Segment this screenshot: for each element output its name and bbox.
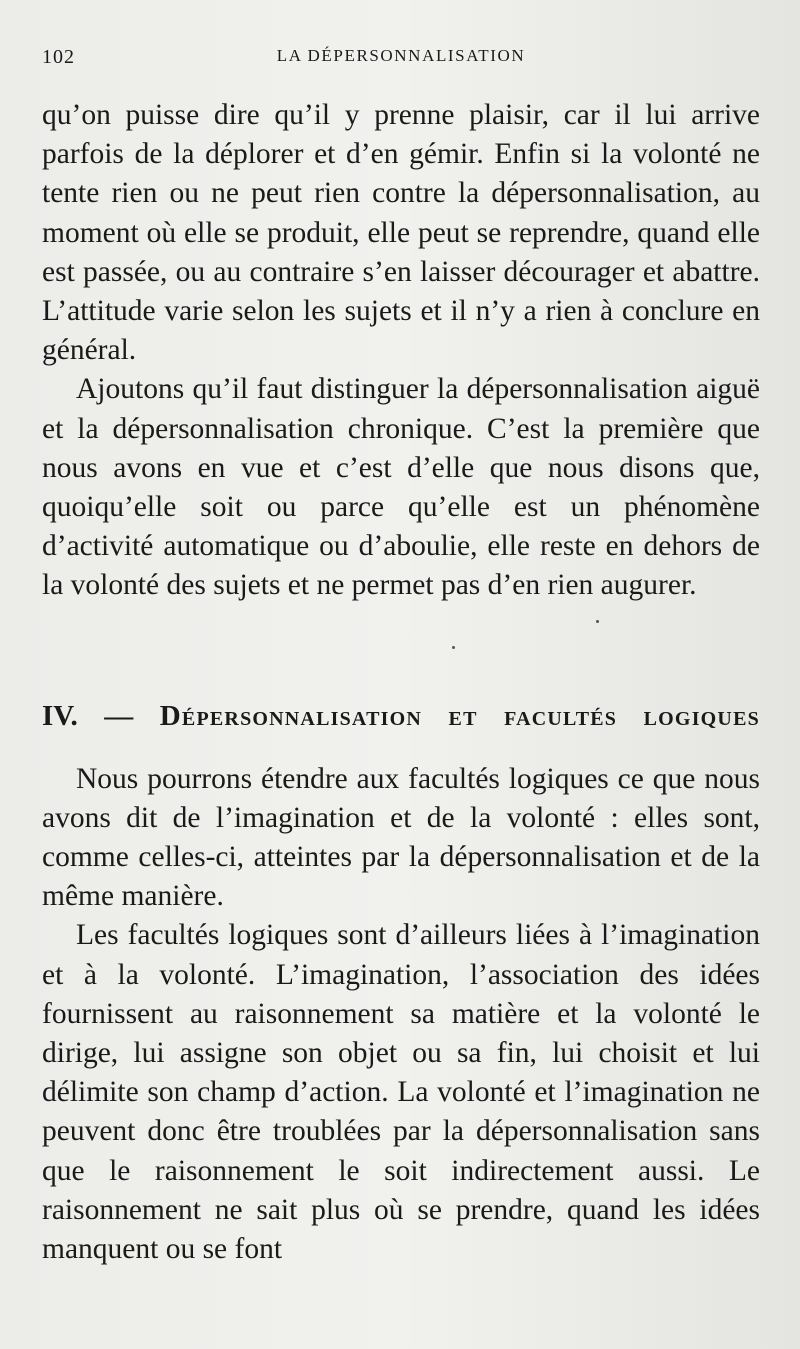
- paragraph-imagination-will: Les facultés logiques sont d’ailleurs liées à l’imagination et à la volonté. L’imagination, l’association des idées fournissent au raisonnement sa matière et la volonté le dirige, lui assigne son objet ou sa fin, lui choisit et lui délimite son champ d’action. La volonté et l’imagination ne peuvent donc être troublées par la dépersonnalisation sans que le raisonnement le soit indirectement aussi. Le raisonnement ne sait plus où se prendre, quand les idées manquent ou se font: [42, 919, 760, 1266]
- section-title-word: logiques: [643, 699, 760, 732]
- page-header: [42, 40, 760, 80]
- running-title: LA DÉPERSONNALISATION: [276, 46, 526, 65]
- section-spacer: [42, 606, 760, 696]
- page-number: 102: [42, 46, 75, 68]
- section-title-word: et: [448, 699, 478, 732]
- section-title-word: Dépersonnalisation: [159, 699, 423, 732]
- paragraph-continuation: qu’on puisse dire qu’il y prenne plaisir, car il lui arrive parfois de la déplorer et d’en gémir. Enfin si la volonté ne tente rien ou ne peut rien contre la dépersonnalisation, au moment où elle se produit, elle peut se reprendre, quand elle est passée, ou au contraire s’en laisser décourager et abattre. L’attitude varie selon les sujets et il n’y a rien à conclure en général.: [42, 99, 760, 367]
- print-speck: [452, 646, 455, 649]
- section-title-word: facultés: [504, 699, 618, 732]
- section-number: IV.: [42, 699, 78, 732]
- paragraph-logical-faculties: Nous pourrons étendre aux facultés logiques ce que nous avons dit de l’imagination et de la volonté : elles sont, comme celles-ci, atteintes par la dépersonnalisation et de la même manière.: [42, 762, 760, 913]
- section-heading: [42, 696, 760, 736]
- paragraph-acute-chronic: Ajoutons qu’il faut distinguer la dépersonnalisation aiguë et la dépersonnalisation chronique. C’est la première que nous avons en vue et c’est d’elle que nous disons que, quoiqu’elle soit ou parce qu’elle est un phénomène d’activité automatique ou d’aboulie, elle reste en dehors de la volonté des sujets et ne permet pas d’en rien augurer.: [42, 373, 760, 602]
- section-dash: —: [104, 699, 134, 732]
- print-speck: [596, 620, 599, 623]
